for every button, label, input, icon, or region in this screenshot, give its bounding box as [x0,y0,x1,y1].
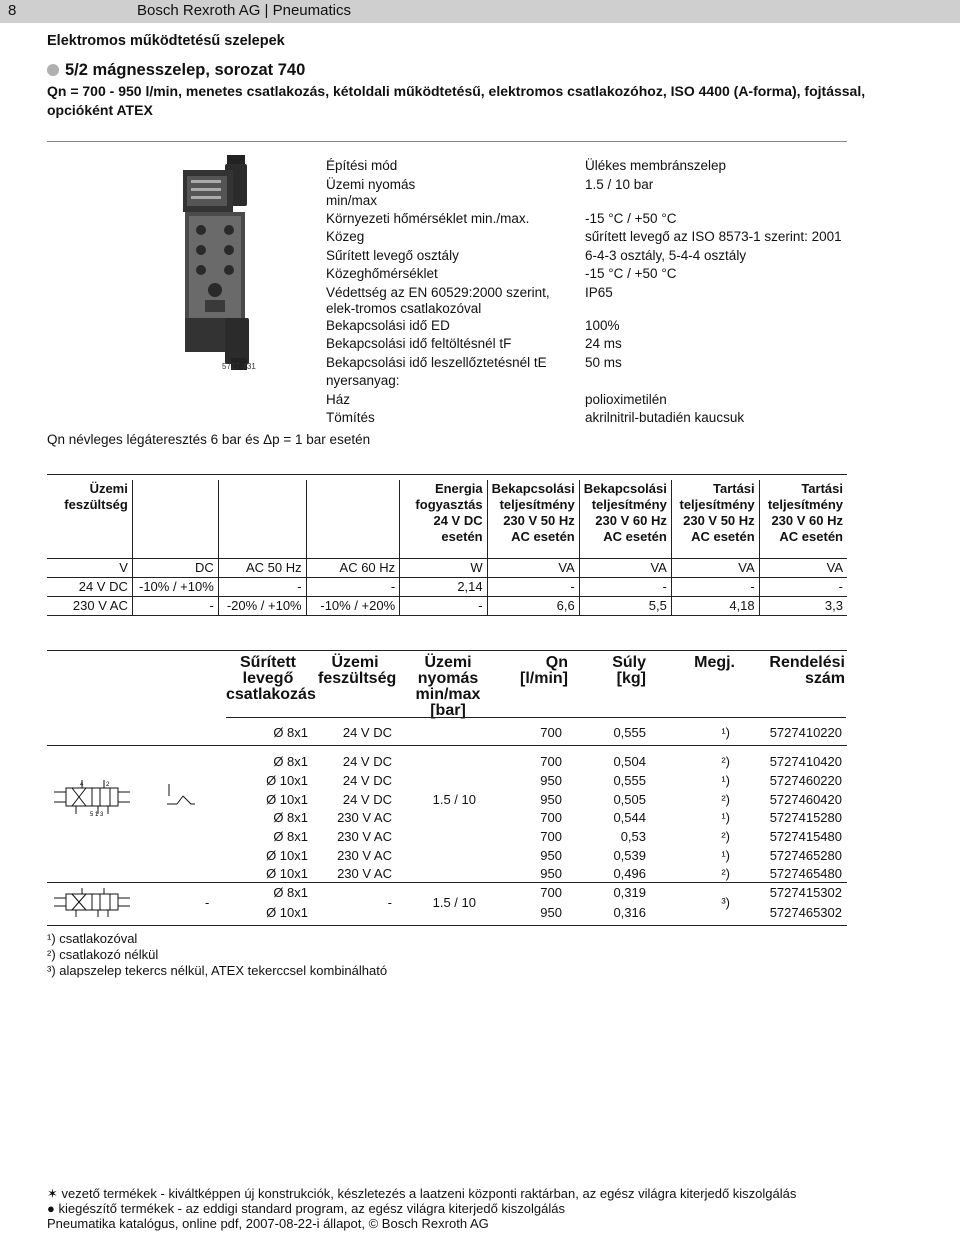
spec-value: IP65 [585,285,613,300]
t2-cell: Ø 10x1 [266,848,308,863]
spec-label: Sűrített levegő osztály [326,248,459,263]
spec-value: 1.5 / 10 bar [585,177,654,192]
t2-cell: 230 V AC [337,848,392,863]
footnote: ¹) csatlakozóval [47,931,138,946]
t1-unit: VA [487,558,579,577]
spec-label: Környezeti hőmérséklet min./max. [326,211,530,226]
spec-value: akrilnitril-butadién kaucsuk [585,410,745,425]
t2-cell: 700 [540,725,562,740]
t2-rule [226,717,846,718]
t1-cell: -10% / +20% [306,596,400,615]
spec-value: 6-4-3 osztály, 5-4-4 osztály [585,248,747,263]
t2-header: Qn [l/min] [520,654,568,687]
t2-cell: 0,539 [613,848,646,863]
spec-label: Közeg [326,229,365,244]
t2-cell: 5727465302 [769,905,842,920]
spec-value: 50 ms [585,355,622,370]
t2-header: Üzemi feszültség [318,654,397,687]
t1-cell: - [671,577,759,596]
t2-cell: 0,496 [613,866,646,881]
t2-header: Üzemi nyomás min/max [bar] [415,654,481,719]
t2-cell: 230 V AC [337,829,392,844]
t2-cell: 5727460420 [769,792,842,807]
spec-label: Építési mód [326,158,398,173]
t2-rule [47,925,847,926]
spec-label: Közeghőmérséklet [326,266,438,281]
legend-supplement-text: kiegészítő termékek - az eddigi standard program, az egész világra kiterjedő kiszolgálás [58,1201,565,1216]
t2-cell: Ø 8x1 [273,829,308,844]
t1-cell: 5,5 [579,596,671,615]
table-row [47,577,847,596]
spec-label: Védettség az EN 60529:2000 szerint, elek-tromos csatlakozóval [326,285,550,316]
catalog-footer: Pneumatika katalógus, online pdf, 2007-08-22-i állapot, © Bosch Rexroth AG [47,1216,489,1231]
t2-cell: 950 [540,773,562,788]
spec-value: Ülékes membránszelep [585,158,727,173]
t2-cell: ¹) [721,725,730,740]
legend-supplement-products [47,1201,565,1216]
spec-label: Bekapcsolási idő feltöltésnél tF [326,336,512,351]
t2-header: Sűrített levegő csatlakozás [226,654,316,703]
t2-pressure: 1.5 / 10 [432,895,476,910]
t1-cell: - [400,596,487,615]
t2-cell: 700 [540,810,562,825]
t2-cell: ²) [721,866,730,881]
t1-cell: - [218,577,306,596]
image-caption: Qn névleges légáteresztés 6 bar és Δp = 1 bar esetén [47,432,371,447]
product-title [47,61,305,80]
t1-cell: 230 V AC [47,596,132,615]
t2-cell: 700 [540,754,562,769]
t2-cell: Ø 8x1 [273,810,308,825]
t1-cell: 4,18 [671,596,759,615]
bullet-dot-icon [47,64,59,76]
spec-value: -15 °C / +50 °C [585,266,677,281]
spec-label: Bekapcsolási idő ED [326,318,450,333]
t2-cell: 24 V DC [342,773,392,788]
t2-cell: 950 [540,905,562,920]
t2-cell: 0,555 [613,725,646,740]
t2-cell: ²) [721,754,730,769]
spec-label: Tömítés [326,410,375,425]
t2-cell: 24 V DC [342,792,392,807]
svg-text:2: 2 [106,782,110,788]
footnote: ²) csatlakozó nélkül [47,947,159,962]
legend-lead-text: vezető termékek - kiváltképpen új konstrukciók, készletezés a laatzeni központi raktárban, az egész világra kiterjedő kiszolgálás [61,1186,797,1201]
image-code: 5727-431 [222,362,256,371]
section-title: Elektromos működtetésű szelepek [47,33,285,49]
t2-cell: 5727460220 [769,773,842,788]
svg-text:5 1 3: 5 1 3 [90,812,104,818]
t1-cell: - [487,577,579,596]
t2-cell: Ø 8x1 [273,754,308,769]
t1-unit: W [400,558,487,577]
t2-cell: ²) [721,792,730,807]
t2-cell: 950 [540,848,562,863]
t2-cell: 0,555 [613,773,646,788]
t2-cell: Ø 10x1 [266,792,308,807]
t2-cell: 230 V AC [337,810,392,825]
t1-unit: VA [671,558,759,577]
spec-label: Ház [326,392,351,407]
t2-cell: Ø 8x1 [273,725,308,740]
t1-unit: VA [579,558,671,577]
t2-cell: 0,316 [613,905,646,920]
spec-value: sűrített levegő az ISO 8573-1 szerint: 2001 [585,229,842,244]
legend-lead-products [47,1186,796,1202]
t2-cell: 5727415480 [769,829,842,844]
t1-cell: 6,6 [487,596,579,615]
table-row [47,596,847,615]
t2-cell: Ø 8x1 [273,885,308,900]
t2-cell: 5727465480 [769,866,842,881]
t2-cell: ¹) [721,773,730,788]
t1-unit: DC [132,558,218,577]
t2-cell: 5727410220 [769,725,842,740]
t2-cell: Ø 10x1 [266,773,308,788]
t1-header: Bekapcsolási teljesítmény 230 V 50 Hz AC esetén [487,480,579,558]
t1-header: Energia fogyasztás 24 V DC esetén [400,480,487,558]
product-title-text: 5/2 mágnesszelep, sorozat 740 [65,61,306,79]
product-subtitle: Qn = 700 - 950 l/min, menetes csatlakozás, kétoldali működtetésű, elektromos csatlakozóhoz, ISO 4400 (A-forma), fojtással, opcióként ATEX [47,83,866,118]
spec-label: nyersanyag: [326,373,400,388]
spec-label: Üzemi nyomás min/max [326,177,416,208]
spec-value: 100% [585,318,620,333]
t2-note: ³) [721,895,730,910]
svg-text:4: 4 [80,782,84,788]
t2-cell: 24 V DC [342,725,392,740]
connector-symbol-icon [165,782,197,812]
table1-top-rule [47,474,847,475]
t1-header [306,480,400,558]
brand-label: Bosch Rexroth AG | Pneumatics [137,2,351,19]
t2-cell: 700 [540,829,562,844]
t2-cell: 0,53 [620,829,646,844]
t1-header [218,480,306,558]
page-number: 8 [8,2,17,19]
valve-symbol-icon [50,778,136,818]
t2-cell: ¹) [721,810,730,825]
t2-header: Súly [kg] [612,654,646,687]
t2-header: Megj. [694,654,735,671]
t2-rule [47,745,847,746]
t1-header: Tartási teljesítmény 230 V 60 Hz AC esetén [759,480,847,558]
t2-cell: Ø 10x1 [266,905,308,920]
t2-cell: 950 [540,866,562,881]
t1-header: Üzemi feszültség [47,480,132,558]
t2-cell: 24 V DC [342,754,392,769]
spec-value: 24 ms [585,336,622,351]
spec-value: polioximetilén [585,392,667,407]
t2-cell: 0,504 [613,754,646,769]
t2-cell: 0,505 [613,792,646,807]
t2-cell: 230 V AC [337,866,392,881]
spec-value: -15 °C / +50 °C [585,211,677,226]
t2-cell: 5727465280 [769,848,842,863]
t2-rule [47,882,847,883]
t1-unit: V [47,558,132,577]
t2-cell: 5727410420 [769,754,842,769]
star-icon: ✶ [47,1186,62,1201]
t2-cell: 0,319 [613,885,646,900]
t1-cell: -20% / +10% [218,596,306,615]
t1-cell: 3,3 [759,596,847,615]
t2-pressure: 1.5 / 10 [432,792,476,807]
t1-unit: AC 50 Hz [218,558,306,577]
footnote: ³) alapszelep tekercs nélkül, ATEX tekerccsel kombinálható [47,963,388,978]
t1-header [132,480,218,558]
t1-cell: - [759,577,847,596]
t1-header: Bekapcsolási teljesítmény 230 V 60 Hz AC esetén [579,480,671,558]
t1-cell: -10% / +10% [132,577,218,596]
t2-cell: Ø 10x1 [266,866,308,881]
t1-cell: 24 V DC [47,577,132,596]
t2-cell: 700 [540,885,562,900]
t1-cell: - [306,577,400,596]
t2-cell: ²) [721,829,730,844]
divider [47,141,847,142]
t2-voltage: - [387,895,392,910]
t1-unit: AC 60 Hz [306,558,400,577]
t2-cell: 5727415302 [769,885,842,900]
electrical-table [47,480,847,616]
t1-cell: - [579,577,671,596]
t2-cell: ¹) [721,848,730,863]
t2-cell: 950 [540,792,562,807]
t1-header: Tartási teljesítmény 230 V 50 Hz AC esetén [671,480,759,558]
dot-icon: ● [47,1201,59,1216]
t2-header: Rendelési szám [769,654,845,687]
t1-cell: 2,14 [400,577,487,596]
valve-symbol-icon [50,886,136,920]
t1-cell: - [132,596,218,615]
valve-product-image [165,150,265,375]
spec-label: Bekapcsolási idő leszellőztetésnél tE [326,355,547,370]
t2-cell: 5727415280 [769,810,842,825]
t1-unit: VA [759,558,847,577]
t2-dash: - [205,895,210,910]
t2-cell: 0,544 [613,810,646,825]
table2-top-rule [47,650,847,651]
